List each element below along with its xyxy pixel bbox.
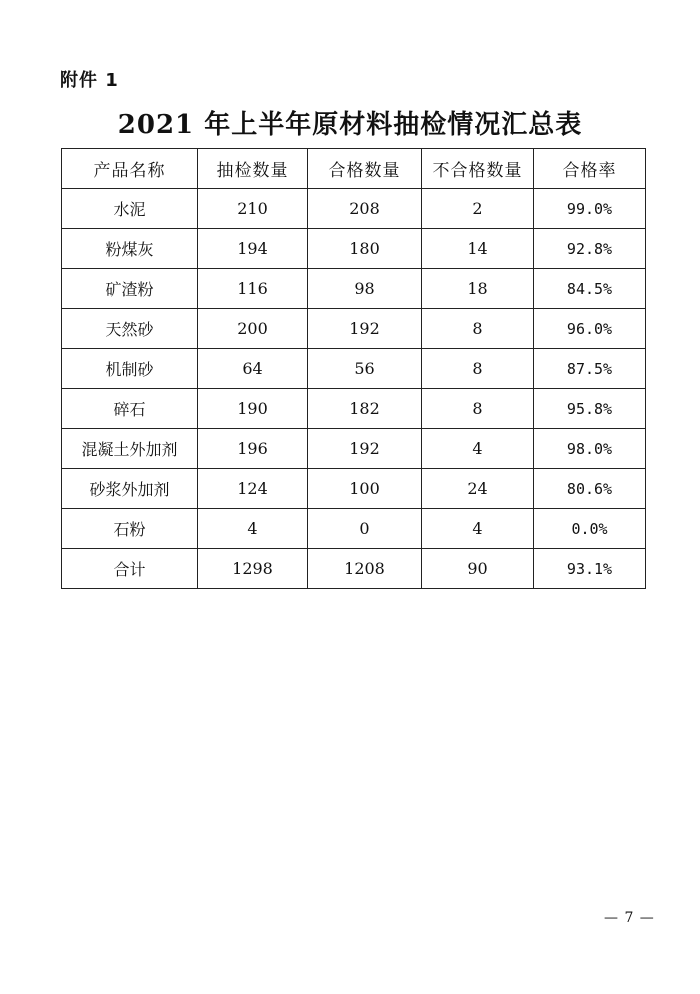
cell-failed-count: 2 xyxy=(422,189,534,229)
cell-passed-count: 100 xyxy=(308,469,422,509)
cell-passed-count: 208 xyxy=(308,189,422,229)
table-row xyxy=(62,189,646,229)
cell-product-name: 混凝土外加剂 xyxy=(62,429,198,469)
cell-pass-rate: 95.8% xyxy=(534,389,646,429)
cell-pass-rate: 84.5% xyxy=(534,269,646,309)
cell-failed-count: 18 xyxy=(422,269,534,309)
cell-product-name: 水泥 xyxy=(62,189,198,229)
cell-total-pass-rate: 93.1% xyxy=(534,549,646,589)
cell-total-label: 合计 xyxy=(62,549,198,589)
cell-failed-count: 8 xyxy=(422,389,534,429)
cell-passed-count: 56 xyxy=(308,349,422,389)
table-row xyxy=(62,229,646,269)
cell-sampled-count: 4 xyxy=(198,509,308,549)
cell-pass-rate: 87.5% xyxy=(534,349,646,389)
cell-pass-rate: 99.0% xyxy=(534,189,646,229)
cell-sampled-count: 200 xyxy=(198,309,308,349)
cell-pass-rate: 80.6% xyxy=(534,469,646,509)
table-row xyxy=(62,509,646,549)
header-passed-count: 合格数量 xyxy=(308,149,422,189)
cell-passed-count: 182 xyxy=(308,389,422,429)
cell-total-passed-count: 1208 xyxy=(308,549,422,589)
cell-passed-count: 180 xyxy=(308,229,422,269)
cell-product-name: 石粉 xyxy=(62,509,198,549)
cell-pass-rate: 96.0% xyxy=(534,309,646,349)
header-pass-rate: 合格率 xyxy=(534,149,646,189)
header-sampled-count: 抽检数量 xyxy=(198,149,308,189)
header-failed-count: 不合格数量 xyxy=(422,149,534,189)
cell-sampled-count: 64 xyxy=(198,349,308,389)
table-row xyxy=(62,429,646,469)
cell-pass-rate: 92.8% xyxy=(534,229,646,269)
cell-failed-count: 4 xyxy=(422,429,534,469)
cell-sampled-count: 196 xyxy=(198,429,308,469)
table-row xyxy=(62,469,646,509)
cell-pass-rate: 0.0% xyxy=(534,509,646,549)
cell-total-sampled-count: 1298 xyxy=(198,549,308,589)
cell-failed-count: 4 xyxy=(422,509,534,549)
cell-passed-count: 0 xyxy=(308,509,422,549)
cell-passed-count: 192 xyxy=(308,429,422,469)
cell-failed-count: 8 xyxy=(422,349,534,389)
table-row xyxy=(62,269,646,309)
cell-sampled-count: 210 xyxy=(198,189,308,229)
cell-product-name: 机制砂 xyxy=(62,349,198,389)
cell-passed-count: 192 xyxy=(308,309,422,349)
table-header-row xyxy=(62,149,646,189)
summary-table xyxy=(61,148,646,589)
table-row xyxy=(62,349,646,389)
table-total-row xyxy=(62,549,646,589)
document-title: 2021 年上半年原材料抽检情况汇总表 xyxy=(117,110,583,140)
cell-product-name: 矿渣粉 xyxy=(62,269,198,309)
cell-sampled-count: 194 xyxy=(198,229,308,269)
cell-failed-count: 24 xyxy=(422,469,534,509)
cell-failed-count: 14 xyxy=(422,229,534,269)
table-row xyxy=(62,389,646,429)
cell-sampled-count: 124 xyxy=(198,469,308,509)
header-product-name: 产品名称 xyxy=(62,149,198,189)
cell-pass-rate: 98.0% xyxy=(534,429,646,469)
cell-sampled-count: 116 xyxy=(198,269,308,309)
cell-passed-count: 98 xyxy=(308,269,422,309)
attachment-label: 附件 1 xyxy=(60,70,119,91)
page-number: — 7 — xyxy=(604,910,655,926)
cell-product-name: 粉煤灰 xyxy=(62,229,198,269)
cell-product-name: 天然砂 xyxy=(62,309,198,349)
table-row xyxy=(62,309,646,349)
cell-failed-count: 8 xyxy=(422,309,534,349)
cell-product-name: 碎石 xyxy=(62,389,198,429)
cell-sampled-count: 190 xyxy=(198,389,308,429)
cell-product-name: 砂浆外加剂 xyxy=(62,469,198,509)
cell-total-failed-count: 90 xyxy=(422,549,534,589)
